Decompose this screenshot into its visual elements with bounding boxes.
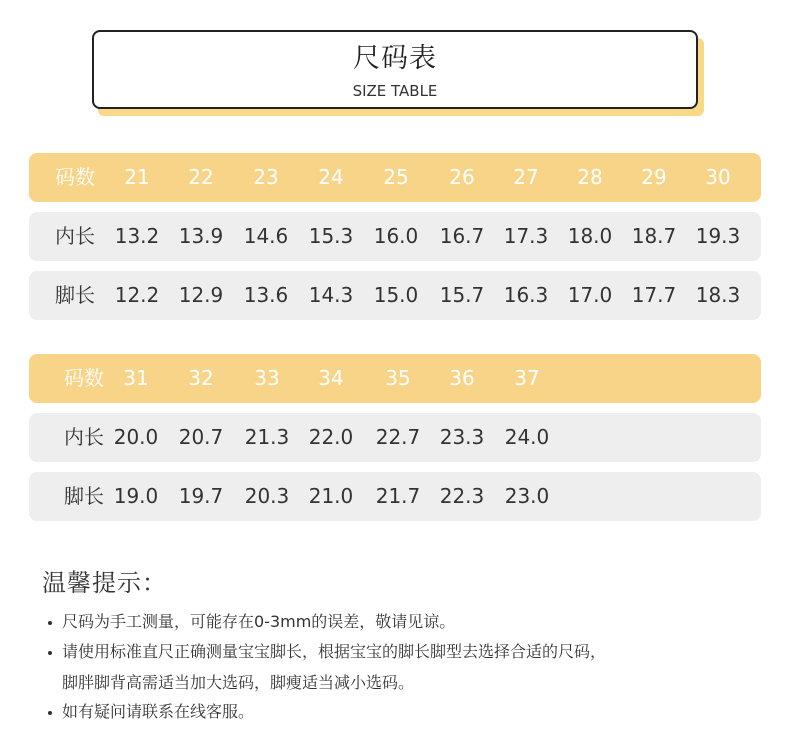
table1-inner-cell: 17.3 (503, 224, 549, 248)
table2-size-cell: 33 (254, 366, 280, 390)
table1-foot-cell: 13.6 (243, 283, 289, 307)
table2-header-row (29, 354, 761, 403)
table2-foot-cell: 22.3 (439, 484, 485, 508)
tip-item: 尺码为手工测量，可能存在0-3mm的误差，敬请见谅。 (62, 612, 456, 631)
table2-foot-cell: 19.0 (113, 484, 159, 508)
table1-inner-cell: 16.7 (439, 224, 485, 248)
page-title: 尺码表 (353, 43, 437, 74)
table1-foot-cell: 17.7 (631, 283, 677, 307)
table1-foot-length-row (29, 271, 761, 320)
table2-inner-label: 内长 (64, 425, 104, 449)
table2-inner-cell: 22.0 (308, 425, 354, 449)
table1-inner-cell: 15.3 (308, 224, 354, 248)
table1-inner-cell: 13.2 (114, 224, 160, 248)
table2-foot-cell: 19.7 (178, 484, 224, 508)
table1-size-cell: 21 (124, 165, 150, 189)
table1-header-label: 码数 (55, 165, 95, 189)
table2-size-cell: 36 (449, 366, 475, 390)
table1-size-cell: 24 (318, 165, 344, 189)
table2-inner-cell: 24.0 (504, 425, 550, 449)
table1-inner-cell: 16.0 (373, 224, 419, 248)
table1-header-row (29, 153, 761, 202)
table1-size-cell: 28 (577, 165, 603, 189)
tip-item: 如有疑问请联系在线客服。 (62, 702, 255, 721)
table2-size-cell: 32 (188, 366, 214, 390)
table2-foot-cell: 21.0 (308, 484, 354, 508)
table1-inner-length-row (29, 212, 761, 261)
table1-foot-cell: 14.3 (308, 283, 354, 307)
table1-foot-cell: 15.7 (439, 283, 485, 307)
table2-foot-label: 脚长 (64, 484, 104, 508)
table1-inner-cell: 14.6 (243, 224, 289, 248)
page-subtitle: SIZE TABLE (352, 82, 438, 100)
bullet-dot (48, 711, 52, 715)
table2-size-cell: 37 (514, 366, 540, 390)
table1-size-cell: 25 (383, 165, 409, 189)
table2-inner-length-row (29, 413, 761, 462)
table2-foot-cell: 20.3 (244, 484, 290, 508)
table2-foot-cell: 23.0 (504, 484, 550, 508)
table1-foot-cell: 17.0 (567, 283, 613, 307)
table2-foot-cell: 21.7 (375, 484, 421, 508)
table1-inner-cell: 13.9 (178, 224, 224, 248)
table2-inner-cell: 20.0 (113, 425, 159, 449)
table1-foot-cell: 12.9 (178, 283, 224, 307)
table1-inner-label: 内长 (55, 224, 95, 248)
table1-foot-cell: 18.3 (695, 283, 741, 307)
table2-size-cell: 31 (123, 366, 149, 390)
table2-inner-cell: 21.3 (244, 425, 290, 449)
table1-foot-label: 脚长 (55, 283, 95, 307)
tips-title: 温馨提示： (42, 569, 167, 597)
table1-inner-cell: 19.3 (695, 224, 741, 248)
bullet-dot (48, 651, 52, 655)
table1-inner-cell: 18.7 (631, 224, 677, 248)
table1-size-cell: 26 (449, 165, 475, 189)
tip-item: 请使用标准直尺正确测量宝宝脚长，根据宝宝的脚长脚型去选择合适的尺码， (62, 642, 607, 661)
table1-inner-cell: 18.0 (567, 224, 613, 248)
table1-size-cell: 23 (253, 165, 279, 189)
tip-item-continuation: 脚胖脚背高需适当加大选码，脚瘦适当减小选码。 (62, 673, 415, 692)
table1-foot-cell: 15.0 (373, 283, 419, 307)
table2-inner-cell: 22.7 (375, 425, 421, 449)
table2-size-cell: 34 (318, 366, 344, 390)
table1-size-cell: 27 (513, 165, 539, 189)
table2-inner-cell: 20.7 (178, 425, 224, 449)
table1-size-cell: 29 (641, 165, 667, 189)
table2-inner-cell: 23.3 (439, 425, 485, 449)
table1-foot-cell: 16.3 (503, 283, 549, 307)
title-box (92, 30, 698, 109)
table1-foot-cell: 12.2 (114, 283, 160, 307)
table2-foot-length-row (29, 472, 761, 521)
table1-size-cell: 30 (705, 165, 731, 189)
table2-header-label: 码数 (64, 366, 104, 390)
table1-size-cell: 22 (188, 165, 214, 189)
table2-size-cell: 35 (385, 366, 411, 390)
bullet-dot (48, 621, 52, 625)
